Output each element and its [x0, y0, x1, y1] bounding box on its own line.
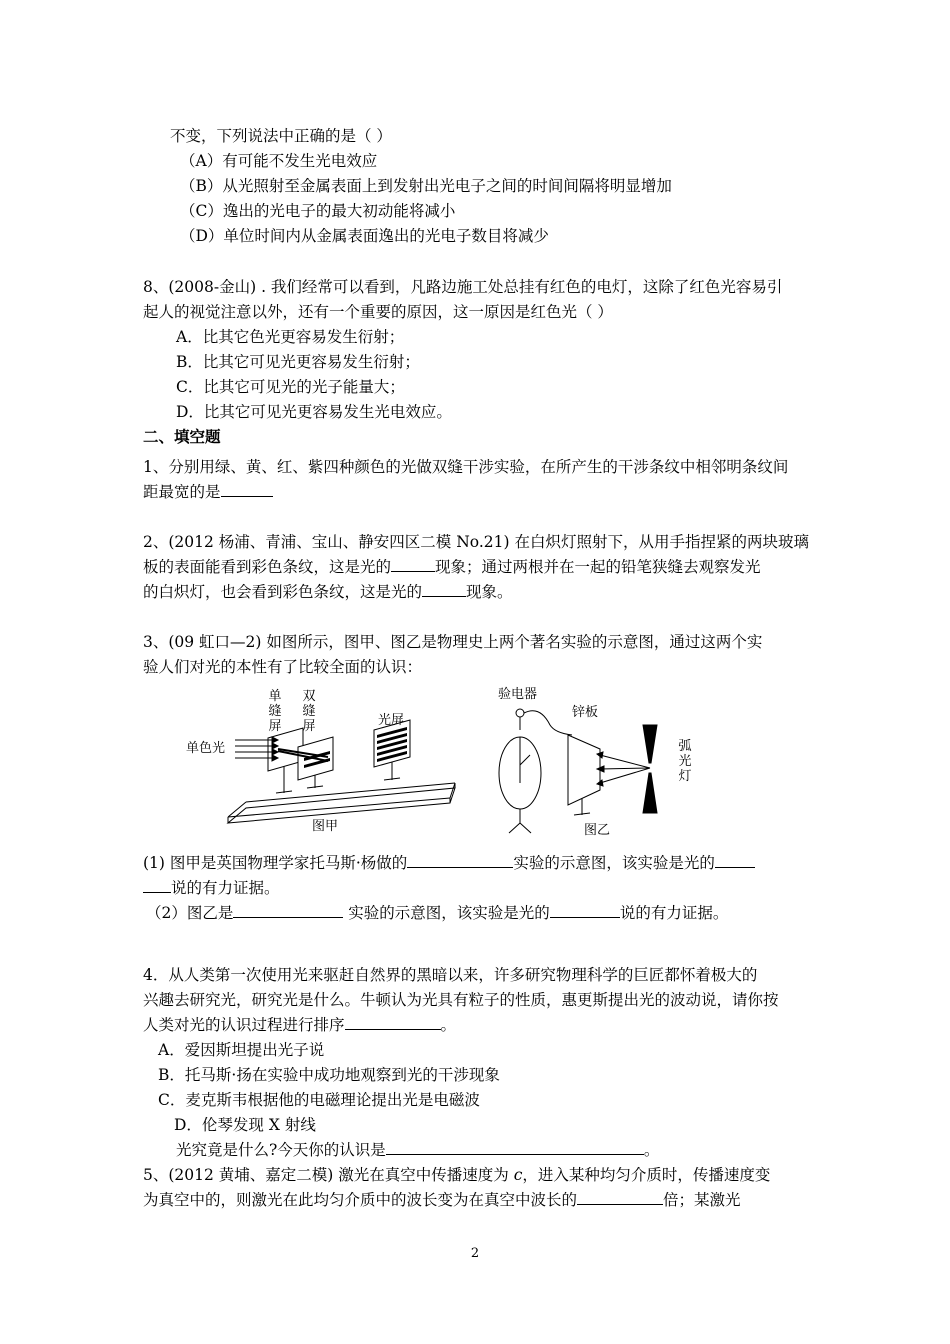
label-zinc-plate: 锌板 [572, 705, 599, 720]
f3-q1-text-a: (1) 图甲是英国物理学家托马斯·杨做的 [143, 854, 408, 872]
f4-option-c: C．麦克斯韦根据他的电磁理论提出光是电磁波 [158, 1091, 480, 1109]
f1-text: 距最宽的是 [143, 483, 221, 501]
q8-option-a: A．比其它色光更容易发生衍射； [176, 328, 405, 346]
q8-line-2: 起人的视觉注意以外，还有一个重要的原因，这一原因是红色光（ ） [143, 303, 613, 321]
f3-q1-text-b: 实验的示意图，该实验是光的 [513, 854, 715, 872]
f2-text-c: 的白炽灯，也会看到彩色条纹，这是光的 [143, 583, 423, 601]
f3-q2-line [146, 903, 728, 923]
f4-option-b: B．托马斯·扬在实验中成功地观察到光的干涉现象 [158, 1066, 500, 1084]
f5-text-a: 5、(2012 黄埔、嘉定二模) 激光在真空中传播速度为 [143, 1166, 514, 1184]
q8-option-c: C．比其它可见光的光子能量大； [176, 378, 405, 396]
f4-option-a: A．爱因斯坦提出光子说 [158, 1041, 325, 1059]
q7-option-b: （B）从光照射至金属表面上到发射出光电子之间的时间间隔将明显增加 [180, 177, 672, 195]
q7-stem-tail: 不变，下列说法中正确的是（ ） [170, 127, 392, 145]
label-single-slit: 单缝屏 [268, 689, 282, 734]
f5-line-1 [143, 1165, 770, 1185]
f2-text-d: 现象。 [466, 583, 513, 601]
f4-blank-1[interactable] [345, 1015, 441, 1030]
q8-option-b: B．比其它可见光更容易发生衍射； [176, 353, 420, 371]
f3-line-1: 3、(09 虹口—2) 如图所示，图甲、图乙是物理史上两个著名实验的示意图，通过这两个实 [143, 633, 763, 651]
f4-line-1: 4．从人类第一次使用光来驱赶自然界的黑暗以来，许多研究物理科学的巨匠都怀着极大的 [143, 966, 758, 984]
q8-line-1: 8、(2008-金山) . 我们经常可以看到，凡路边施工处总挂有红色的电灯，这除了红色光容易引 [143, 278, 783, 296]
f3-q1-blank-1[interactable] [407, 853, 513, 868]
f5-text-b: ，进入某种均匀介质时，传播速度变 [522, 1166, 771, 1184]
f5-line-2 [143, 1190, 741, 1210]
f1-line-2 [143, 482, 273, 502]
label-screen: 光屏 [378, 713, 405, 728]
caption-b: 图乙 [584, 823, 611, 838]
f4-line-3 [143, 1015, 456, 1035]
f5-var-c: c [513, 1166, 523, 1184]
f3-q1-blank-2b[interactable] [143, 878, 171, 893]
figure-svg [180, 685, 740, 845]
q7-option-d: （D）单位时间内从金属表面逸出的光电子数目将减少 [180, 227, 549, 245]
f3-q1-line-2 [143, 878, 280, 898]
label-electroscope: 验电器 [498, 687, 538, 702]
f3-line-2: 验人们对光的本性有了比较全面的认识： [143, 658, 423, 676]
f5-blank[interactable] [577, 1190, 663, 1205]
f5-text-d: 倍；某激光 [663, 1191, 741, 1209]
f4-text-b: 。 [440, 1016, 457, 1034]
f4-blank-2[interactable] [386, 1140, 644, 1155]
f2-line-3 [143, 582, 513, 602]
f3-q2-text-a: （2）图乙是 [146, 904, 234, 922]
q7-option-c: （C）逸出的光电子的最大初动能将减小 [180, 202, 456, 220]
fig-b-drawing [499, 709, 657, 833]
f5-text-c: 为真空中的，则激光在此均匀介质中的波长变为在真空中波长的 [143, 1191, 578, 1209]
section-title: 二、填空题 [143, 428, 221, 446]
f2-blank-2[interactable] [422, 582, 466, 597]
label-arc-lamp: 弧光灯 [678, 739, 692, 784]
f3-q1-blank-2a[interactable] [715, 853, 755, 868]
caption-a: 图甲 [312, 819, 339, 834]
fig-a-drawing [228, 720, 455, 823]
f3-q2-text-c: 说的有力证据。 [619, 904, 729, 922]
f2-text-b: 现象；通过两根并在一起的铅笔狭缝去观察发光 [435, 558, 761, 576]
f2-line-1: 2、(2012 杨浦、青浦、宝山、静安四区二模 No.21) 在白炽灯照射下，从用手指捏紧的两块玻璃 [143, 533, 809, 551]
figure-container [180, 685, 740, 845]
q7-option-a: （A）有可能不发生光电效应 [180, 152, 378, 170]
label-double-slit: 双缝屏 [302, 689, 316, 734]
f1-blank[interactable] [221, 482, 273, 497]
label-mono-light: 单色光 [186, 741, 226, 756]
f3-q1-text-c: 说的有力证据。 [171, 879, 280, 897]
f3-q1-line-1 [143, 853, 755, 873]
page-number: 2 [470, 1246, 480, 1261]
f4-ask-text: 光究竟是什么?今天你的认识是 [176, 1141, 386, 1159]
f3-q2-blank-2[interactable] [550, 903, 620, 918]
f2-blank-1[interactable] [391, 557, 435, 572]
f3-q2-text-b: 实验的示意图，该实验是光的 [343, 904, 550, 922]
f1-line-1: 1、分别用绿、黄、红、紫四种颜色的光做双缝干涉实验，在所产生的干涉条纹中相邻明条纹间 [143, 458, 789, 476]
f4-ask [176, 1140, 659, 1160]
f2-text-a: 板的表面能看到彩色条纹，这是光的 [143, 558, 392, 576]
f4-option-d: D．伦琴发现 X 射线 [174, 1116, 316, 1134]
f4-line-2: 兴趣去研究光，研究光是什么。牛顿认为光具有粒子的性质，惠更斯提出光的波动说，请你按 [143, 991, 779, 1009]
f3-q2-blank-1[interactable] [233, 903, 343, 918]
f2-line-2 [143, 557, 761, 577]
f4-text-a: 人类对光的认识过程进行排序 [143, 1016, 345, 1034]
q8-option-d: D．比其它可见光更容易发生光电效应。 [176, 403, 452, 421]
f4-ask-end: 。 [643, 1141, 660, 1159]
